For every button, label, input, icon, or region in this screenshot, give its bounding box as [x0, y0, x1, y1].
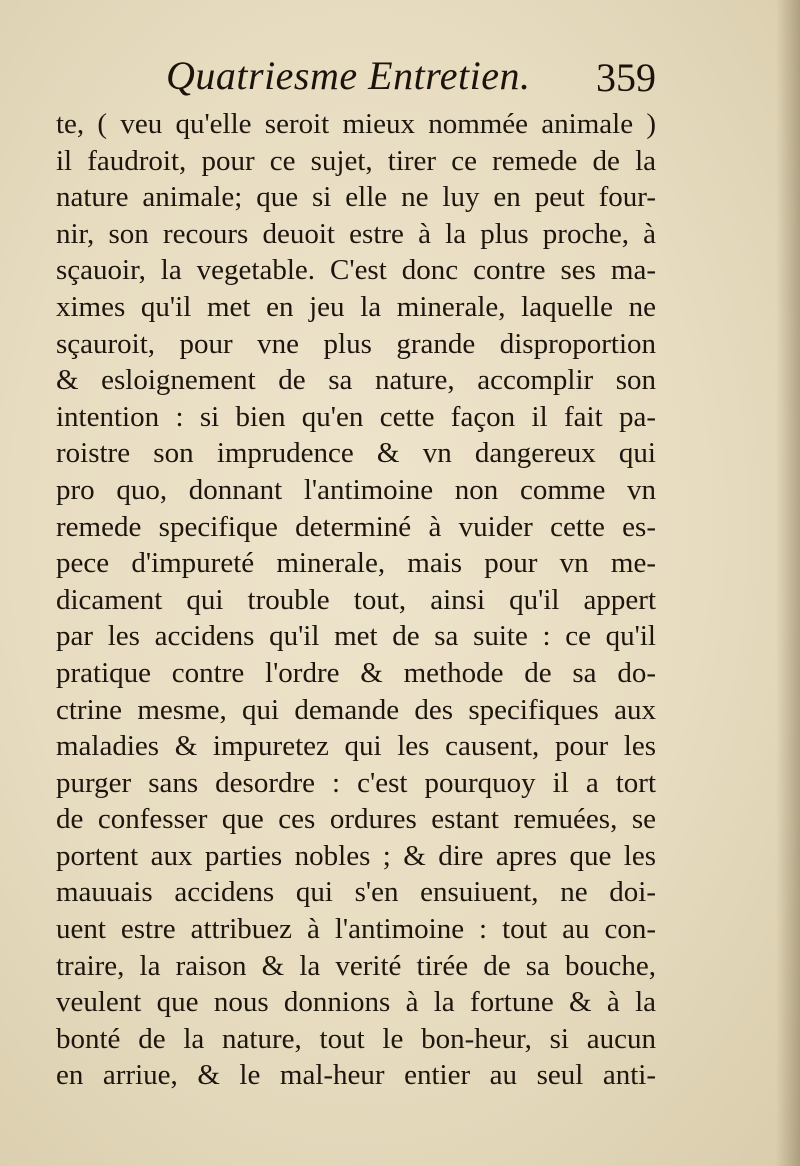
text-line: en arriue, & le mal-heur entier au seul anti- [56, 1059, 656, 1092]
running-title: Quatriesme Entretien. [166, 53, 531, 98]
text-line: de confesser que ces ordures estant remuées, se [56, 803, 656, 836]
text-line: & esloignement de sa nature, accomplir son [56, 364, 656, 397]
text-line: veulent que nous donnions à la fortune & à la [56, 986, 656, 1019]
body-text [56, 106, 656, 1094]
page-number: 359 [596, 55, 656, 100]
text-line: bonté de la nature, tout le bon-heur, si aucun [56, 1022, 656, 1055]
text-line: purger sans desordre : c'est pourquoy il a tort [56, 766, 656, 799]
text-line: mauuais accidens qui s'en ensuiuent, ne doi- [56, 876, 656, 909]
text-line: pratique contre l'ordre & methode de sa do- [56, 656, 656, 689]
text-line: nature animale; que si elle ne luy en peut four- [56, 181, 656, 214]
text-line: dicament qui trouble tout, ainsi qu'il appert [56, 583, 656, 616]
text-line: remede specifique determiné à vuider cette es- [56, 510, 656, 543]
text-line: nir, son recours deuoit estre à la plus proche, à [56, 217, 656, 250]
text-line: traire, la raison & la verité tirée de sa bouche, [56, 949, 656, 982]
text-line: intention : si bien qu'en cette façon il fait pa- [56, 400, 656, 433]
text-line: ctrine mesme, qui demande des specifiques aux [56, 693, 656, 726]
page-edge-shadow [776, 0, 800, 1166]
text-line: sçauroit, pour vne plus grande disproportion [56, 327, 656, 360]
text-line: sçauoir, la vegetable. C'est donc contre ses ma- [56, 254, 656, 287]
text-line: uent estre attribuez à l'antimoine : tout au con- [56, 913, 656, 946]
text-line: par les accidens qu'il met de sa suite : ce qu'il [56, 620, 656, 653]
page-header [166, 52, 666, 108]
text-line: te, ( veu qu'elle seroit mieux nommée animale ) [56, 108, 656, 140]
text-line: roistre son imprudence & vn dangereux qui [56, 437, 656, 470]
text-line: ximes qu'il met en jeu la minerale, laquelle ne [56, 290, 656, 323]
text-line: il faudroit, pour ce sujet, tirer ce remede de la [56, 144, 656, 177]
text-line: maladies & impuretez qui les causent, pour les [56, 730, 656, 763]
text-line: portent aux parties nobles ; & dire apres que les [56, 839, 656, 872]
text-line: pro quo, donnant l'antimoine non comme vn [56, 473, 656, 506]
text-line: pece d'impureté minerale, mais pour vn me- [56, 547, 656, 580]
